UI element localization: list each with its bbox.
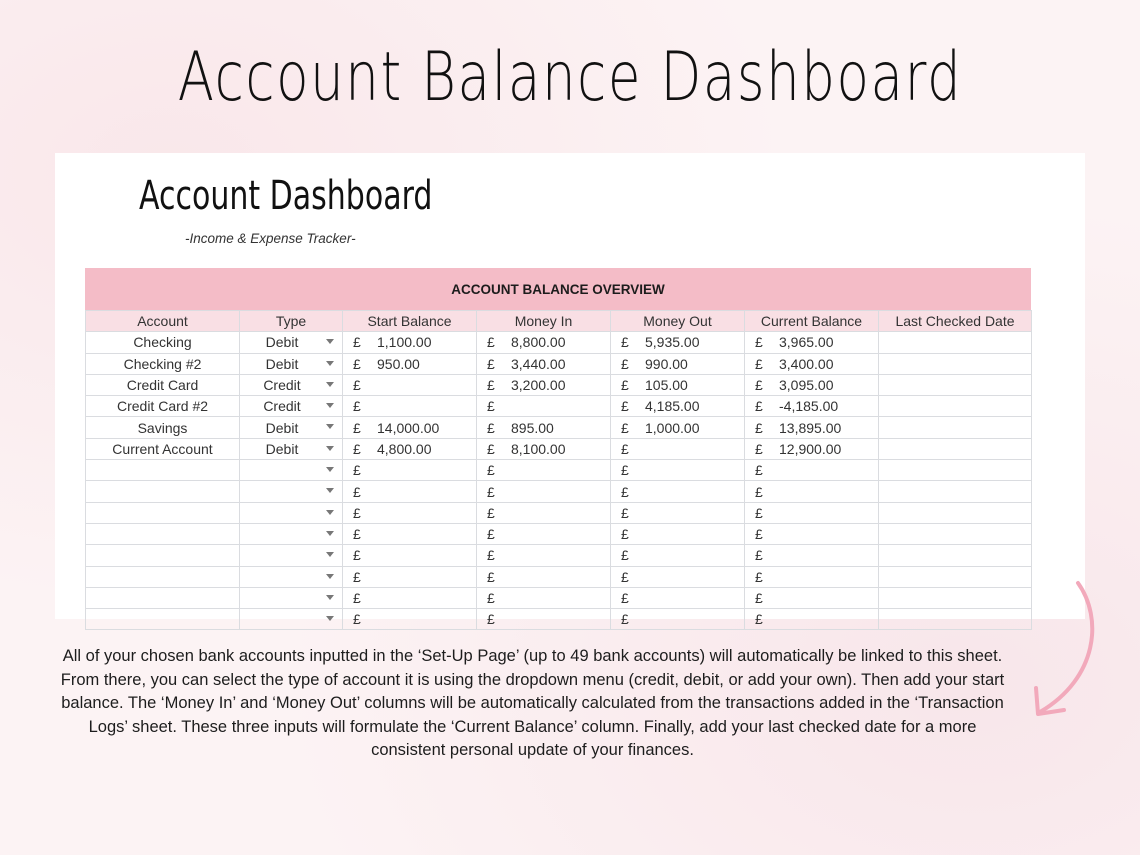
currency-symbol: £ (353, 568, 361, 585)
dropdown-caret-icon[interactable] (326, 552, 334, 557)
current-balance-cell[interactable] (745, 396, 879, 417)
money-out-cell[interactable] (611, 481, 745, 502)
dropdown-caret-icon[interactable] (326, 467, 334, 472)
account-cell[interactable] (86, 523, 240, 544)
column-header-type: Type (240, 311, 343, 332)
last-checked-date-cell[interactable] (879, 566, 1032, 587)
current-balance-cell[interactable] (745, 417, 879, 438)
type-dropdown[interactable] (240, 353, 343, 374)
currency-symbol: £ (621, 590, 629, 606)
account-cell[interactable]: Credit Card #2 (86, 396, 240, 417)
type-dropdown[interactable] (240, 332, 343, 353)
type-dropdown[interactable] (240, 417, 343, 438)
currency-symbol: £ (487, 334, 495, 351)
currency-symbol: £ (487, 462, 495, 479)
last-checked-date-cell[interactable] (879, 609, 1032, 630)
type-dropdown[interactable] (240, 566, 343, 587)
type-value: Debit (265, 355, 299, 372)
money-out-value: 1,000.00 (645, 419, 700, 436)
money-in-cell[interactable] (477, 353, 611, 374)
start-balance-cell[interactable] (343, 332, 477, 353)
currency-symbol: £ (621, 504, 629, 521)
current-balance-cell[interactable] (745, 460, 879, 481)
money-in-value: 895.00 (511, 419, 554, 436)
current-balance-cell[interactable] (745, 438, 879, 459)
column-header-row (86, 311, 1032, 332)
type-dropdown[interactable] (240, 587, 343, 608)
dropdown-caret-icon[interactable] (326, 382, 334, 387)
currency-symbol: £ (487, 547, 495, 564)
currency-symbol: £ (621, 462, 629, 479)
money-in-cell[interactable] (477, 481, 611, 502)
currency-symbol: £ (487, 568, 495, 585)
currency-symbol: £ (755, 483, 763, 500)
table-row (86, 523, 1032, 544)
table-row (86, 417, 1032, 438)
money-out-cell[interactable] (611, 374, 745, 395)
table-row (86, 566, 1032, 587)
account-cell[interactable]: Checking (86, 332, 240, 353)
type-value: Debit (265, 419, 299, 436)
money-out-cell[interactable] (611, 396, 745, 417)
table-row (86, 353, 1032, 374)
current-balance-cell[interactable] (745, 609, 879, 630)
account-cell[interactable] (86, 566, 240, 587)
type-value: Debit (265, 440, 299, 457)
dropdown-caret-icon[interactable] (326, 510, 334, 515)
currency-symbol: £ (353, 462, 361, 479)
dropdown-caret-icon[interactable] (326, 595, 334, 600)
current-balance-cell[interactable] (745, 566, 879, 587)
start-balance-cell[interactable] (343, 545, 477, 566)
currency-symbol: £ (353, 504, 361, 521)
account-balance-grid (85, 268, 1031, 630)
start-balance-cell[interactable] (343, 502, 477, 523)
dropdown-caret-icon[interactable] (326, 361, 334, 366)
current-balance-cell[interactable] (745, 523, 879, 544)
start-balance-cell[interactable] (343, 587, 477, 608)
column-header-last-checked-date: Last Checked Date (879, 311, 1032, 332)
money-in-cell[interactable] (477, 460, 611, 481)
start-balance-value: 14,000.00 (377, 419, 440, 436)
table-row (86, 438, 1032, 459)
currency-symbol: £ (487, 419, 495, 436)
money-in-cell[interactable] (477, 374, 611, 395)
type-dropdown[interactable] (240, 502, 343, 523)
start-balance-cell[interactable] (343, 374, 477, 395)
currency-symbol: £ (487, 611, 495, 628)
page-title: Account Balance Dashboard (177, 38, 963, 117)
currency-symbol: £ (353, 355, 361, 372)
type-value: Debit (265, 334, 299, 351)
current-balance-cell[interactable] (745, 374, 879, 395)
start-balance-cell[interactable] (343, 353, 477, 374)
current-balance-value: 12,900.00 (779, 440, 842, 457)
last-checked-date-cell[interactable] (879, 460, 1032, 481)
type-value: Credit (263, 377, 301, 394)
dropdown-caret-icon[interactable] (326, 446, 334, 451)
dropdown-caret-icon[interactable] (326, 574, 334, 579)
table-row (86, 481, 1032, 502)
current-balance-cell[interactable] (745, 545, 879, 566)
last-checked-date-cell[interactable] (879, 587, 1032, 608)
account-cell[interactable] (86, 587, 240, 608)
currency-symbol: £ (487, 355, 495, 372)
currency-symbol: £ (353, 526, 361, 543)
money-in-cell[interactable] (477, 332, 611, 353)
dropdown-caret-icon[interactable] (326, 488, 334, 493)
current-balance-cell[interactable] (745, 587, 879, 608)
last-checked-date-cell[interactable] (879, 502, 1032, 523)
account-cell[interactable]: Checking #2 (86, 353, 240, 374)
money-in-cell[interactable] (477, 438, 611, 459)
currency-symbol: £ (353, 334, 361, 351)
type-dropdown[interactable] (240, 481, 343, 502)
description-text: All of your chosen bank accounts inputted in the ‘Set-Up Page’ (up to 49 bank accounts) will automatically be linked to this sheet. From there, you can select the type of account it is using the dropdown menu (credit, debit, or add your own). Then add your start balance. The ‘Money In’ and ‘Money Out’ columns will be automatically calculated from the transactions added in the ‘Transaction Logs’ sheet. These three inputs will formulate the ‘Current Balance’ column. Finally, add your last checked date for a more consistent personal update of your finances. (60, 647, 1005, 760)
currency-symbol: £ (621, 419, 629, 436)
start-balance-cell[interactable] (343, 609, 477, 630)
account-cell[interactable] (86, 545, 240, 566)
curved-arrow-icon (1028, 578, 1108, 723)
currency-symbol: £ (487, 504, 495, 521)
column-header-money-out: Money Out (611, 311, 745, 332)
currency-symbol: £ (755, 611, 763, 628)
start-balance-cell[interactable] (343, 460, 477, 481)
currency-symbol: £ (755, 377, 763, 394)
last-checked-date-cell[interactable] (879, 545, 1032, 566)
start-balance-cell[interactable] (343, 396, 477, 417)
column-header-current-balance: Current Balance (745, 311, 879, 332)
sheet-subtitle: -Income & Expense Tracker- (185, 231, 356, 246)
start-balance-cell[interactable] (343, 523, 477, 544)
current-balance-cell[interactable] (745, 353, 879, 374)
currency-symbol: £ (353, 590, 361, 606)
money-in-cell[interactable] (477, 566, 611, 587)
type-value: Credit (263, 398, 301, 415)
start-balance-cell[interactable] (343, 417, 477, 438)
account-cell[interactable] (86, 460, 240, 481)
dropdown-caret-icon[interactable] (326, 424, 334, 429)
money-out-cell[interactable] (611, 438, 745, 459)
table-row (86, 460, 1032, 481)
currency-symbol: £ (755, 334, 763, 351)
last-checked-date-cell[interactable] (879, 332, 1032, 353)
currency-symbol: £ (621, 440, 629, 457)
type-dropdown[interactable] (240, 438, 343, 459)
spreadsheet-panel (55, 153, 1085, 628)
start-balance-cell[interactable] (343, 481, 477, 502)
currency-symbol: £ (621, 355, 629, 372)
current-balance-value: 13,895.00 (779, 419, 842, 436)
currency-symbol: £ (621, 334, 629, 351)
table-row (86, 587, 1032, 608)
table-row (86, 374, 1032, 395)
money-in-value: 8,800.00 (511, 334, 566, 351)
currency-symbol: £ (353, 398, 361, 415)
currency-symbol: £ (487, 440, 495, 457)
start-balance-value: 4,800.00 (377, 440, 432, 457)
last-checked-date-cell[interactable] (879, 438, 1032, 459)
currency-symbol: £ (755, 526, 763, 543)
type-dropdown[interactable] (240, 609, 343, 630)
section-header: ACCOUNT BALANCE OVERVIEW (85, 268, 1031, 310)
money-in-value: 3,440.00 (511, 355, 566, 372)
last-checked-date-cell[interactable] (879, 481, 1032, 502)
currency-symbol: £ (621, 398, 629, 415)
start-balance-value: 950.00 (377, 355, 420, 372)
last-checked-date-cell[interactable] (879, 417, 1032, 438)
currency-symbol: £ (755, 568, 763, 585)
money-out-cell[interactable] (611, 523, 745, 544)
currency-symbol: £ (487, 590, 495, 606)
current-balance-value: 3,095.00 (779, 377, 834, 394)
current-balance-cell[interactable] (745, 481, 879, 502)
type-dropdown[interactable] (240, 545, 343, 566)
currency-symbol: £ (755, 355, 763, 372)
currency-symbol: £ (353, 547, 361, 564)
money-in-cell[interactable] (477, 502, 611, 523)
currency-symbol: £ (353, 440, 361, 457)
sheet-title: Account Dashboard (139, 173, 433, 219)
money-out-value: 5,935.00 (645, 334, 700, 351)
money-out-value: 990.00 (645, 355, 688, 372)
account-cell[interactable]: Current Account (86, 438, 240, 459)
table-row (86, 332, 1032, 353)
account-table (85, 310, 1032, 630)
currency-symbol: £ (621, 483, 629, 500)
money-out-cell[interactable] (611, 545, 745, 566)
money-in-cell[interactable] (477, 609, 611, 630)
currency-symbol: £ (353, 377, 361, 394)
type-dropdown[interactable] (240, 523, 343, 544)
currency-symbol: £ (755, 398, 763, 415)
money-in-cell[interactable] (477, 545, 611, 566)
money-out-cell[interactable] (611, 609, 745, 630)
currency-symbol: £ (755, 504, 763, 521)
account-cell[interactable] (86, 609, 240, 630)
currency-symbol: £ (755, 547, 763, 564)
money-in-cell[interactable] (477, 523, 611, 544)
currency-symbol: £ (755, 440, 763, 457)
current-balance-value: 3,965.00 (779, 334, 834, 351)
currency-symbol: £ (353, 419, 361, 436)
money-in-cell[interactable] (477, 587, 611, 608)
money-out-value: 4,185.00 (645, 398, 700, 415)
account-cell[interactable]: Credit Card (86, 374, 240, 395)
table-row (86, 502, 1032, 523)
money-out-cell[interactable] (611, 332, 745, 353)
money-out-cell[interactable] (611, 566, 745, 587)
currency-symbol: £ (487, 483, 495, 500)
currency-symbol: £ (621, 526, 629, 543)
currency-symbol: £ (353, 483, 361, 500)
last-checked-date-cell[interactable] (879, 353, 1032, 374)
current-balance-value: 3,400.00 (779, 355, 834, 372)
money-in-value: 8,100.00 (511, 440, 566, 457)
column-header-money-in: Money In (477, 311, 611, 332)
type-dropdown[interactable] (240, 460, 343, 481)
table-row (86, 396, 1032, 417)
money-in-cell[interactable] (477, 417, 611, 438)
type-dropdown[interactable] (240, 374, 343, 395)
account-cell[interactable] (86, 502, 240, 523)
currency-symbol: £ (755, 462, 763, 479)
money-out-cell[interactable] (611, 587, 745, 608)
start-balance-value: 1,100.00 (377, 334, 432, 351)
dropdown-caret-icon[interactable] (326, 403, 334, 408)
currency-symbol: £ (755, 419, 763, 436)
currency-symbol: £ (621, 611, 629, 628)
money-in-value: 3,200.00 (511, 377, 566, 394)
money-out-cell[interactable] (611, 417, 745, 438)
current-balance-cell[interactable] (745, 502, 879, 523)
dropdown-caret-icon[interactable] (326, 339, 334, 344)
currency-symbol: £ (621, 547, 629, 564)
account-cell[interactable]: Savings (86, 417, 240, 438)
currency-symbol: £ (755, 590, 763, 606)
money-in-cell[interactable] (477, 396, 611, 417)
currency-symbol: £ (487, 398, 495, 415)
dropdown-caret-icon[interactable] (326, 531, 334, 536)
money-out-value: 105.00 (645, 377, 688, 394)
column-header-start-balance: Start Balance (343, 311, 477, 332)
type-dropdown[interactable] (240, 396, 343, 417)
last-checked-date-cell[interactable] (879, 396, 1032, 417)
currency-symbol: £ (353, 611, 361, 628)
account-cell[interactable] (86, 481, 240, 502)
currency-symbol: £ (487, 526, 495, 543)
current-balance-cell[interactable] (745, 332, 879, 353)
currency-symbol: £ (487, 377, 495, 394)
table-row (86, 545, 1032, 566)
dropdown-caret-icon[interactable] (326, 616, 334, 621)
money-out-cell[interactable] (611, 502, 745, 523)
start-balance-cell[interactable] (343, 566, 477, 587)
table-row (86, 609, 1032, 630)
money-out-cell[interactable] (611, 353, 745, 374)
last-checked-date-cell[interactable] (879, 523, 1032, 544)
currency-symbol: £ (621, 377, 629, 394)
start-balance-cell[interactable] (343, 438, 477, 459)
last-checked-date-cell[interactable] (879, 374, 1032, 395)
money-out-cell[interactable] (611, 460, 745, 481)
current-balance-value: -4,185.00 (779, 398, 839, 415)
currency-symbol: £ (621, 568, 629, 585)
column-header-account: Account (86, 311, 240, 332)
